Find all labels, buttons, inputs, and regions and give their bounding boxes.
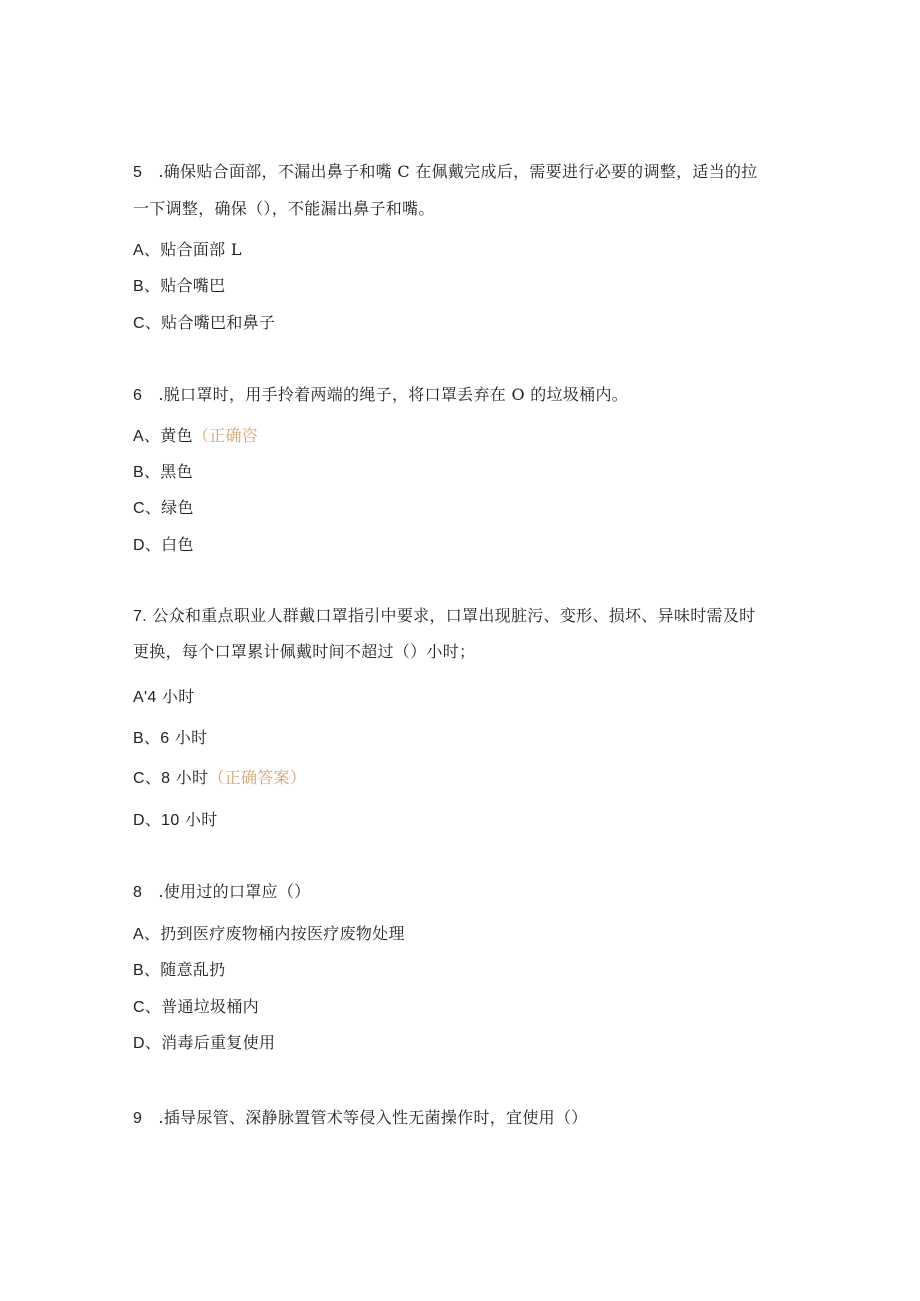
option-7a <box>133 687 195 708</box>
option-text: 小时 <box>170 768 209 787</box>
question-6-stem-line-1 <box>133 385 628 406</box>
option-label: B、 <box>133 278 161 295</box>
option-label: B、 <box>133 464 161 481</box>
option-text: 贴合嘴巴和鼻子 <box>161 313 276 332</box>
correct-answer-note: （正确咨 <box>192 426 259 445</box>
question-stem-text: .插导尿管、深静脉置管术等侵入性无菌操作时，宜使用（） <box>158 1108 588 1127</box>
option-text: 小时 <box>179 810 218 829</box>
option-label: A'4 <box>133 689 157 706</box>
option-text: 黄色 <box>160 426 193 445</box>
question-number: 5 <box>133 164 143 181</box>
option-text: 扔到医疗废物桶内按医疗废物处理 <box>160 924 405 943</box>
option-label: C、 <box>133 315 162 332</box>
option-6a <box>133 426 258 447</box>
question-number: 7. <box>133 608 147 625</box>
option-6b <box>133 462 193 483</box>
option-label: D、10 <box>133 812 180 829</box>
option-text: 消毒后重复使用 <box>161 1033 276 1052</box>
question-5-stem-line-2 <box>133 199 435 219</box>
option-7c <box>133 768 306 789</box>
option-8b <box>133 960 225 981</box>
option-5c <box>133 313 275 334</box>
option-text: 绿色 <box>161 498 194 517</box>
question-8-stem-line-1 <box>133 882 310 903</box>
question-stem-text: .确保贴合面部，不漏出鼻子和嘴 C 在佩戴完成后，需要进行必要的调整，适当的拉 <box>158 162 758 181</box>
option-6d <box>133 535 194 556</box>
option-6c <box>133 498 194 519</box>
option-label: B、 <box>133 962 161 979</box>
question-5-stem-line-1 <box>133 162 758 183</box>
question-7-stem-line-1 <box>133 606 755 627</box>
option-label: A、 <box>133 428 161 445</box>
option-8d <box>133 1033 275 1054</box>
question-stem-text: 公众和重点职业人群戴口罩指引中要求，口罩出现脏污、变形、损坏、异味时需及时 <box>152 606 756 625</box>
option-label: C、 <box>133 999 162 1016</box>
option-label: D、 <box>133 1035 162 1052</box>
option-text: 小时 <box>156 687 195 706</box>
correct-answer-note: （正确答案） <box>208 768 307 787</box>
question-number: 8 <box>133 884 143 901</box>
question-stem-text: 一下调整，确保（），不能漏出鼻子和嘴。 <box>133 199 435 218</box>
option-8a <box>133 924 405 945</box>
option-text: 白色 <box>161 535 194 554</box>
option-5a <box>133 240 242 261</box>
question-9-stem-line-1 <box>133 1108 588 1129</box>
question-stem-text: 更换，每个口罩累计佩戴时间不超过（）小时； <box>133 642 476 661</box>
option-text: 随意乱扔 <box>160 960 226 979</box>
option-text: 黑色 <box>160 462 193 481</box>
option-text: 贴合面部 L <box>160 240 242 259</box>
option-label: C、 <box>133 500 162 517</box>
question-number: 6 <box>133 387 143 404</box>
option-text: 普通垃圾桶内 <box>161 997 259 1016</box>
option-label: D、 <box>133 537 162 554</box>
option-7b <box>133 728 207 749</box>
option-5b <box>133 276 225 297</box>
question-stem-text: .使用过的口罩应（） <box>158 882 311 901</box>
option-label: C、8 <box>133 770 171 787</box>
option-8c <box>133 997 259 1018</box>
option-label: A、 <box>133 926 161 943</box>
option-7d <box>133 810 218 831</box>
option-label: B、6 <box>133 730 170 747</box>
question-stem-text: .脱口罩时，用手拎着两端的绳子，将口罩丢弃在 O 的垃圾桶内。 <box>158 385 629 404</box>
option-text: 贴合嘴巴 <box>160 276 226 295</box>
question-7-stem-line-2 <box>133 642 475 662</box>
question-number: 9 <box>133 1110 143 1127</box>
option-text: 小时 <box>169 728 208 747</box>
option-label: A、 <box>133 242 161 259</box>
